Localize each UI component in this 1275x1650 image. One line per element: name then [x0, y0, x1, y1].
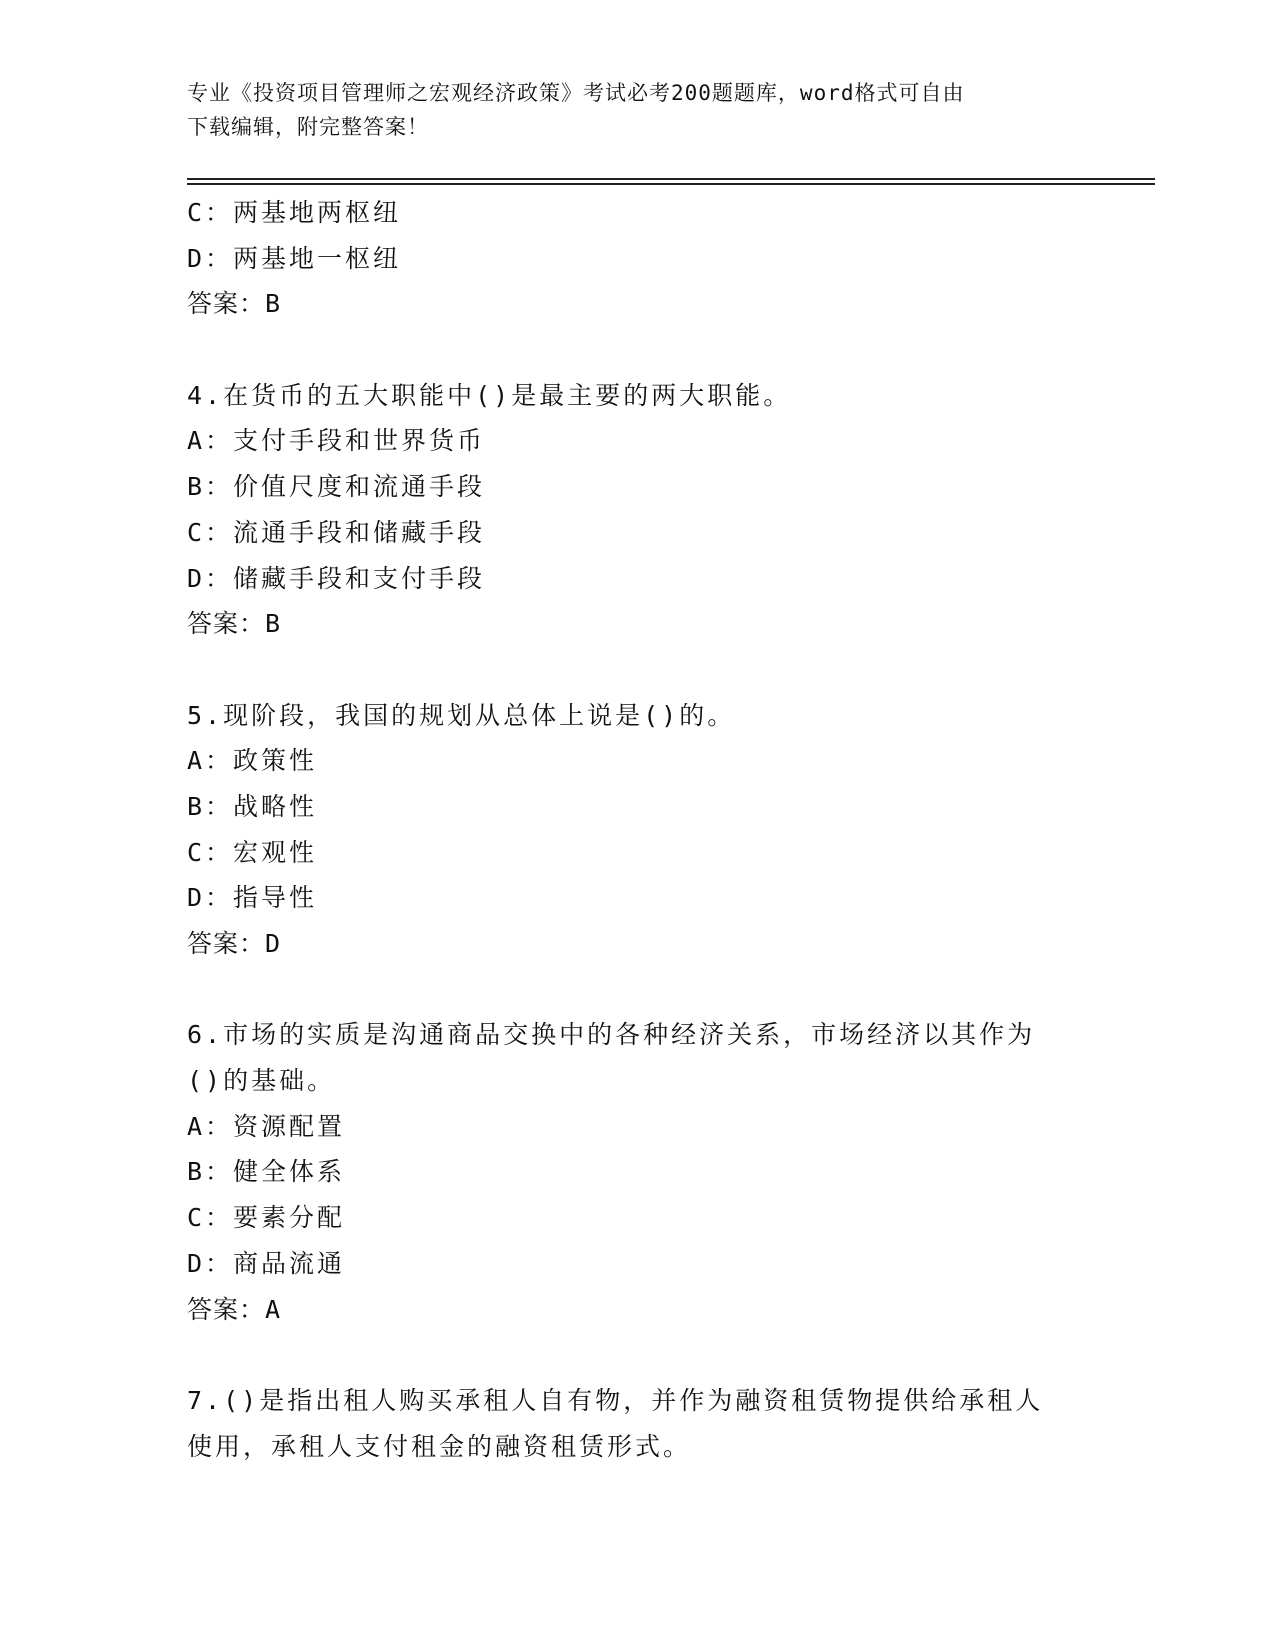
q6-option-a: A：资源配置 — [187, 1111, 346, 1141]
q4-answer: 答案：B — [187, 609, 282, 639]
q5-option-d: D：指导性 — [187, 883, 318, 913]
header-line-1: 专业《投资项目管理师之宏观经济政策》考试必考200题题库，word格式可自由 — [187, 81, 965, 105]
spacer — [187, 967, 1087, 1013]
q4-option-d: D：储藏手段和支付手段 — [187, 563, 486, 593]
header-divider-bottom — [187, 183, 1155, 185]
q4-option-c: C：流通手段和储藏手段 — [187, 517, 486, 547]
q7-stem-line-2: 使用，承租人支付租金的融资租赁形式。 — [187, 1431, 692, 1461]
q6-option-c: C：要素分配 — [187, 1203, 346, 1233]
header-divider-top — [187, 178, 1155, 180]
q5-stem: 5.现阶段，我国的规划从总体上说是()的。 — [187, 700, 736, 730]
q3-option-d: D：两基地一枢纽 — [187, 243, 402, 273]
q4-stem: 4.在货币的五大职能中()是最主要的两大职能。 — [187, 380, 792, 410]
q6-stem-line-2: ()的基础。 — [187, 1066, 336, 1096]
q3-answer: 答案：B — [187, 289, 282, 319]
document-header — [187, 76, 1067, 144]
q4-option-b: B：价值尺度和流通手段 — [187, 472, 486, 502]
spacer — [187, 647, 1087, 693]
spacer — [187, 327, 1087, 373]
q5-option-a: A：政策性 — [187, 746, 318, 776]
q5-option-c: C：宏观性 — [187, 837, 318, 867]
q7-stem-line-1: 7.()是指出租人购买承租人自有物，并作为融资租赁物提供给承租人 — [187, 1385, 1044, 1415]
q6-option-d: D：商品流通 — [187, 1248, 346, 1278]
header-line-2: 下载编辑，附完整答案！ — [187, 115, 429, 139]
q6-stem-line-1: 6.市场的实质是沟通商品交换中的各种经济关系，市场经济以其作为 — [187, 1020, 1036, 1050]
question-list — [187, 190, 1087, 1469]
q6-option-b: B：健全体系 — [187, 1157, 346, 1187]
q5-option-b: B：战略性 — [187, 791, 318, 821]
q3-option-c: C：两基地两枢纽 — [187, 198, 402, 227]
q6-answer: 答案：A — [187, 1294, 282, 1324]
q4-option-a: A：支付手段和世界货币 — [187, 426, 486, 456]
spacer — [187, 1332, 1087, 1378]
q5-answer: 答案：D — [187, 929, 282, 958]
